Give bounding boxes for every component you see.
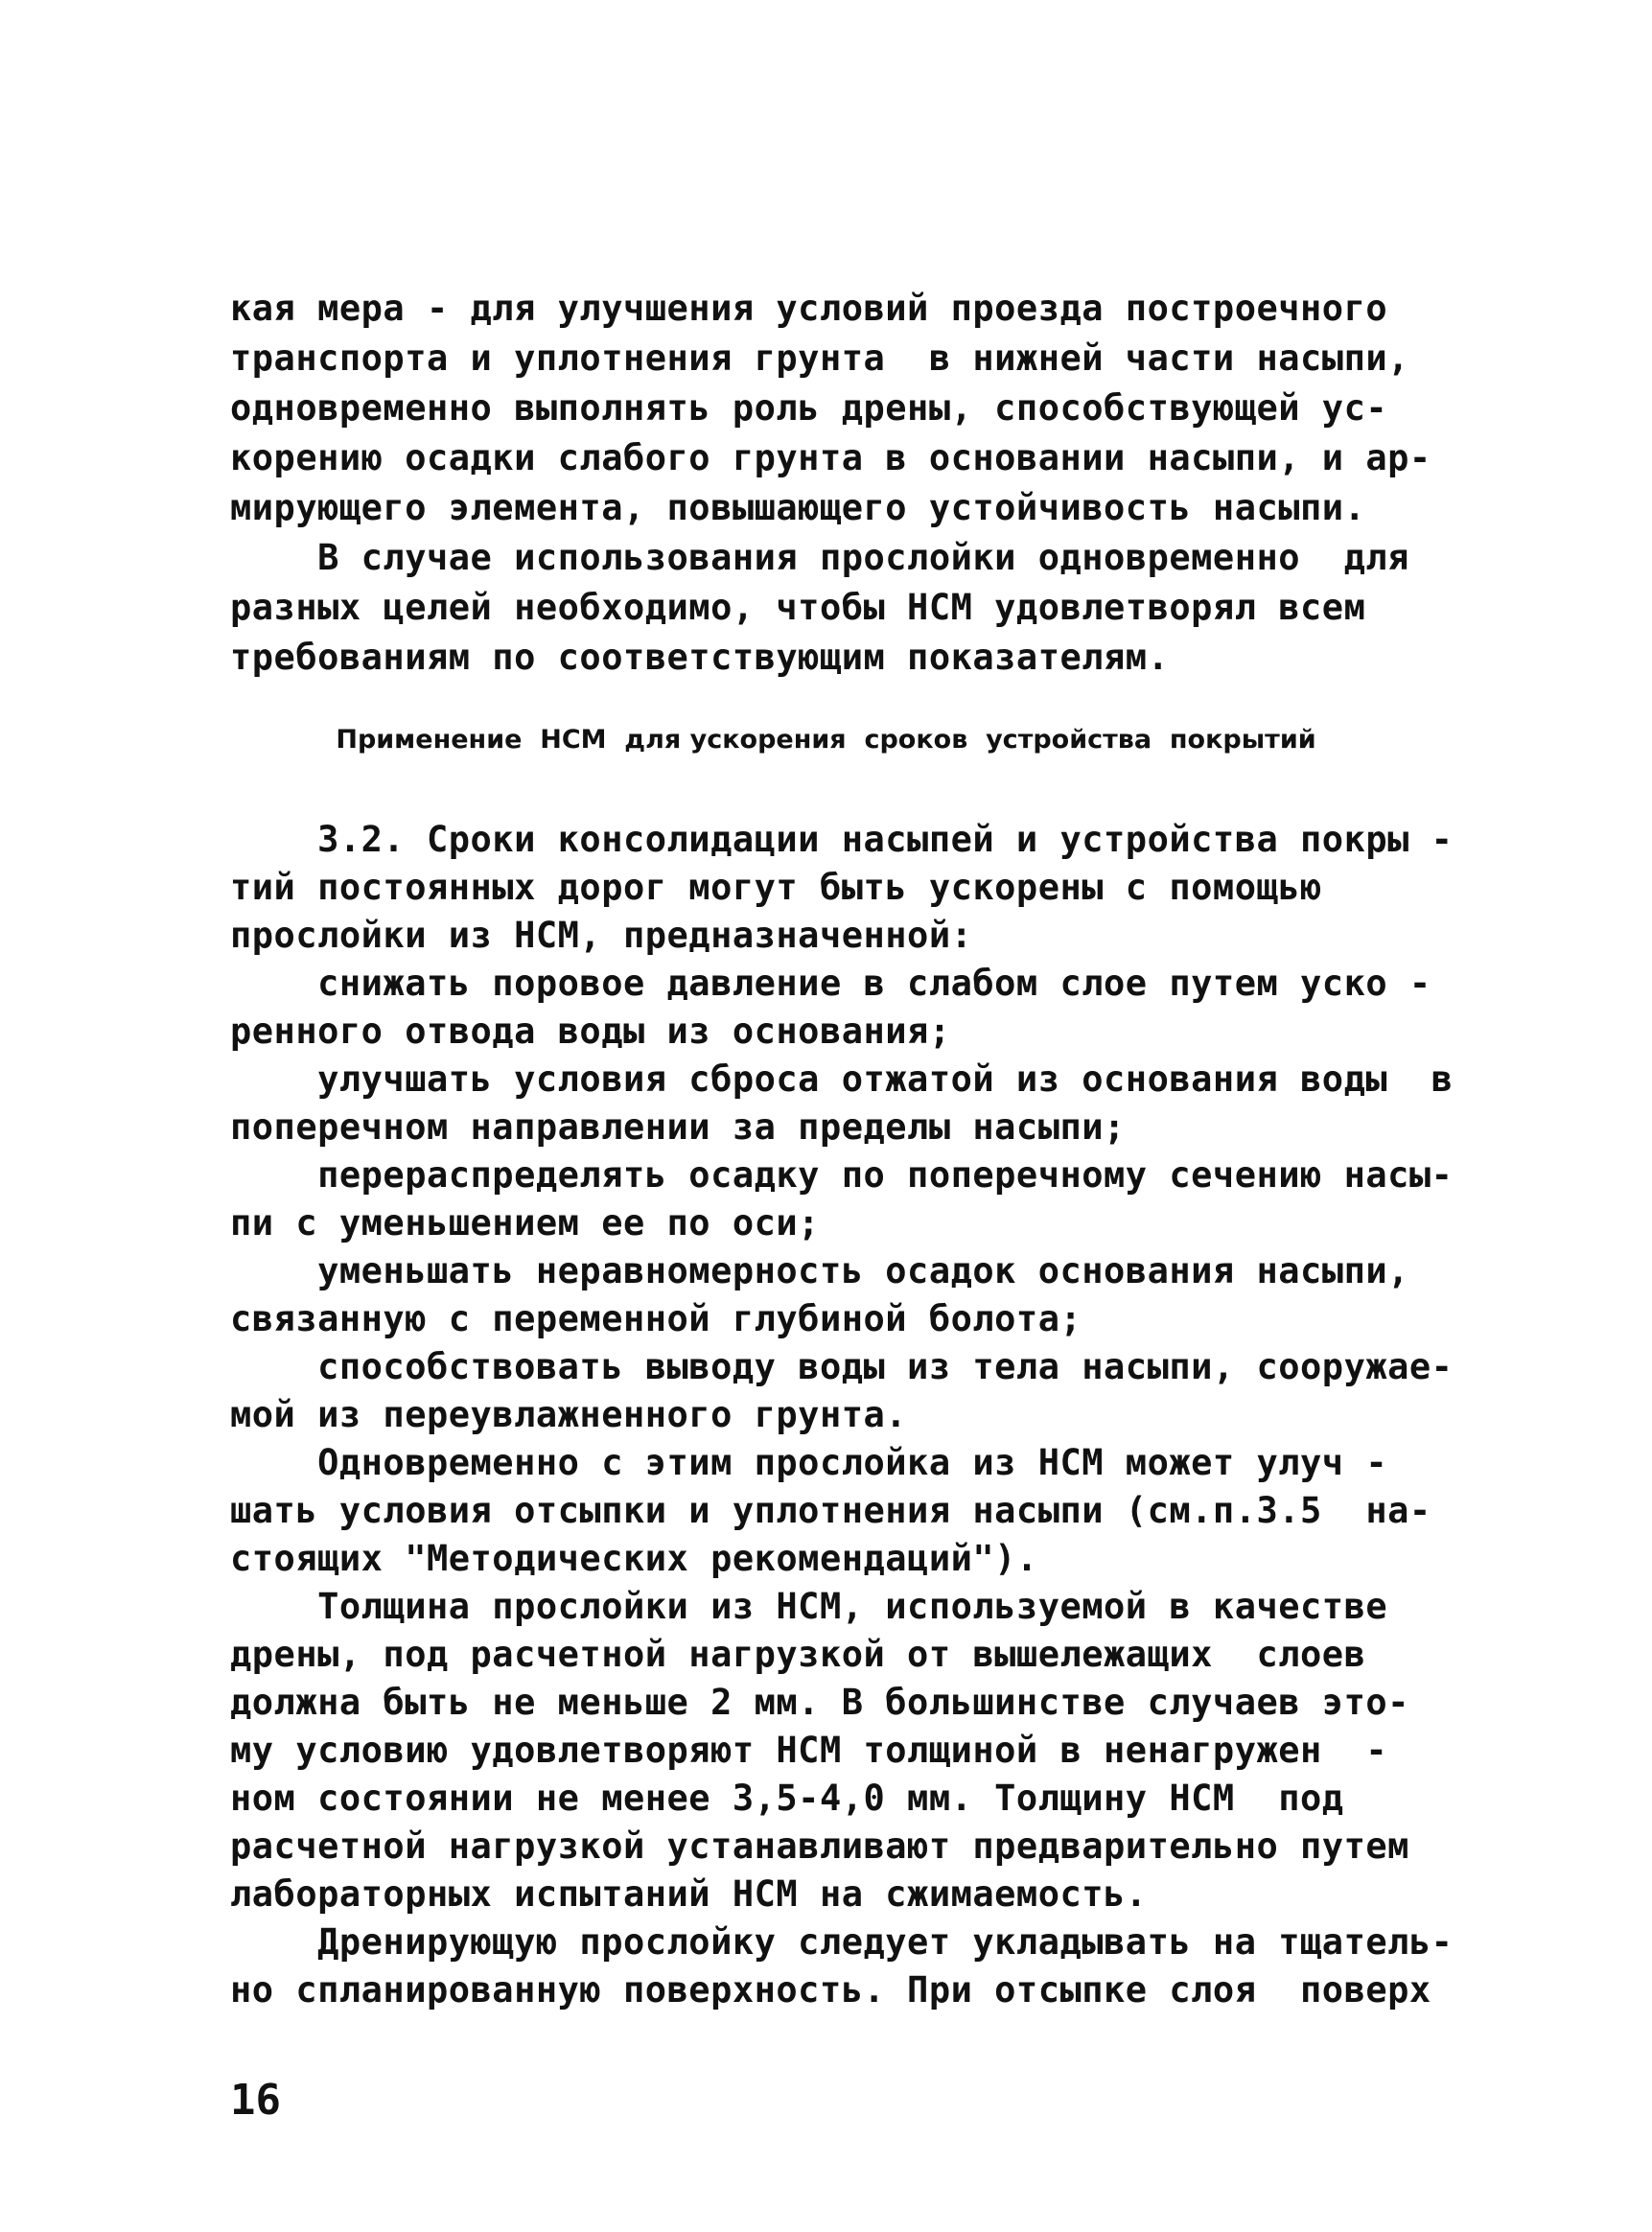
list-item-line: мой из переувлажненного грунта. (230, 1394, 908, 1435)
text-line: транспорта и уплотнения грунта в нижней части насыпи, (230, 337, 1409, 379)
text-line: стоящих "Методических рекомендаций"). (230, 1538, 1038, 1579)
text-line: Одновременно с этим прослойка из НСМ может улуч - (230, 1442, 1388, 1483)
text-line: 3.2. Сроки консолидации насыпей и устройства покры - (230, 819, 1454, 860)
text-line: Дренирующую прослойку следует укладывать на тщатель- (230, 1921, 1454, 1963)
text-line: ном состоянии не менее 3,5-4,0 мм. Толщину НСМ под (230, 1778, 1344, 1819)
text-line: разных целей необходимо, чтобы НСМ удовлетворял всем (230, 587, 1366, 628)
text-line: но спланированную поверхность. При отсыпке слоя поверх (230, 1969, 1431, 2011)
text-line: мирующего элемента, повышающего устойчивость насыпи. (230, 487, 1366, 528)
list-item-line: связанную с переменной глубиной болота; (230, 1298, 1082, 1339)
text-line: корению осадки слабого грунта в основании насыпи, и ар- (230, 437, 1431, 478)
text-line: тий постоянных дорог могут быть ускорены с помощью (230, 867, 1322, 908)
text-line: одновременно выполнять роль дрены, способствующей ус- (230, 387, 1388, 429)
list-item-line: перераспределять осадку по поперечному сечению насы- (230, 1154, 1454, 1196)
text-line: кая мера - для улучшения условий проезда построечного (230, 288, 1388, 329)
list-item-line: способствовать выводу воды из тела насыпи, сооружае- (230, 1346, 1454, 1387)
list-item-line: пи с уменьшением ее по оси; (230, 1202, 820, 1244)
text-line: дрены, под расчетной нагрузкой от вышележащих слоев (230, 1634, 1366, 1675)
list-item-line: ренного отвода воды из основания; (230, 1011, 951, 1052)
list-item-line: поперечном направлении за пределы насыпи; (230, 1106, 1126, 1148)
section-heading: Применение НСМ для ускорения сроков устройства покрытий (336, 725, 1316, 755)
text-line: должна быть не меньше 2 мм. В большинстве случаев это- (230, 1682, 1409, 1723)
list-item-line: снижать поровое давление в слабом слое путем уско - (230, 963, 1431, 1004)
list-item-line: уменьшать неравномерность осадок основания насыпи, (230, 1250, 1409, 1291)
text-line: требованиям по соответствующим показателям. (230, 637, 1170, 678)
text-line: Толщина прослойки из НСМ, используемой в качестве (230, 1586, 1388, 1627)
text-line: шать условия отсыпки и уплотнения насыпи (см.п.3.5 на- (230, 1490, 1431, 1531)
page-number: 16 (230, 2076, 281, 2125)
text-line: лабораторных испытаний НСМ на сжимаемость. (230, 1873, 1148, 1915)
text-line: расчетной нагрузкой устанавливают предварительно путем (230, 1825, 1409, 1867)
list-item-line: улучшать условия сброса отжатой из основания воды в (230, 1058, 1454, 1100)
text-line: прослойки из НСМ, предназначенной: (230, 915, 973, 956)
text-line: му условию удовлетворяют НСМ толщиной в ненагружен - (230, 1730, 1388, 1771)
text-line: В случае использования прослойки одновременно для (230, 537, 1409, 578)
